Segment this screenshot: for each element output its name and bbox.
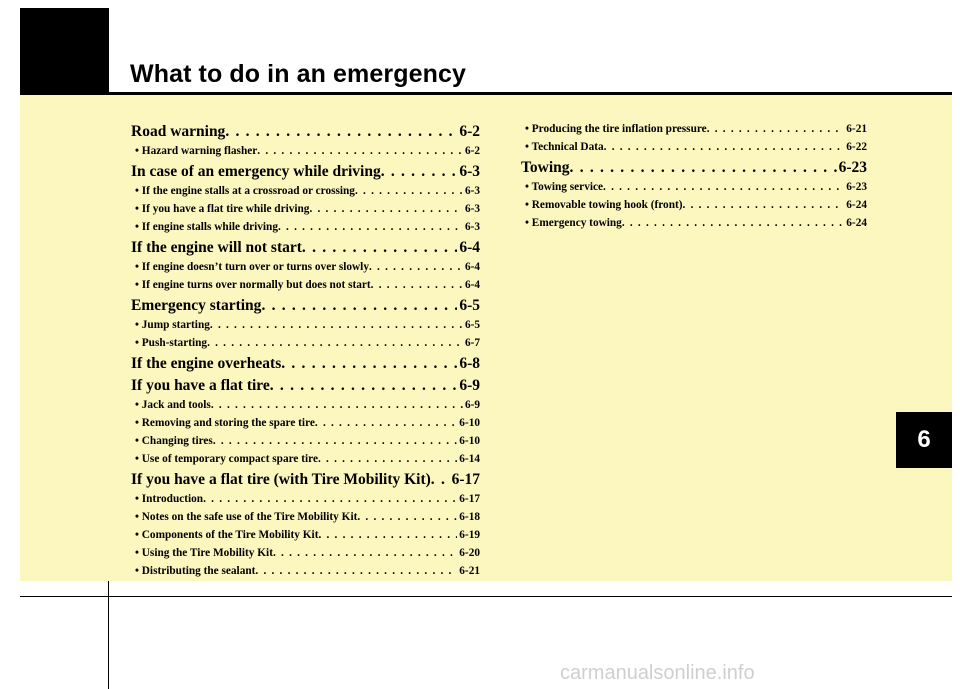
dot-leader [309, 200, 462, 218]
dot-leader [213, 432, 457, 450]
toc-subsection-entry[interactable] [521, 214, 867, 232]
toc-section-entry[interactable] [131, 376, 480, 396]
toc-entry-page: 6-8 [459, 355, 480, 372]
page-title: What to do in an emergency [130, 60, 466, 88]
toc-entry-label: If the engine overheats [131, 355, 282, 372]
toc-subsection-entry[interactable] [521, 138, 867, 156]
dot-leader [315, 414, 457, 432]
toc-entry-label: • Removable towing hook (front) [525, 199, 683, 211]
toc-entry-page: 6-24 [846, 199, 867, 211]
toc-subsection-entry[interactable] [131, 396, 480, 414]
dot-leader [683, 196, 845, 214]
toc-entry-label: Towing [521, 159, 570, 176]
dot-leader [225, 122, 457, 142]
dot-leader [261, 296, 457, 316]
toc-entry-page: 6-20 [459, 547, 480, 559]
toc-entry-label: • If engine doesn’t turn over or turns over slowly [135, 261, 369, 273]
footer-rule [20, 596, 952, 597]
toc-subsection-entry[interactable] [131, 218, 480, 236]
corner-block [20, 8, 108, 94]
toc-section-entry[interactable] [131, 296, 480, 316]
toc-entry-label: • Producing the tire inflation pressure [525, 123, 707, 135]
toc-entry-label: • Introduction [135, 493, 204, 505]
toc-subsection-entry[interactable] [521, 178, 867, 196]
dot-leader [278, 218, 463, 236]
toc-entry-label: • If engine turns over normally but does not start [135, 279, 371, 291]
toc-entry-page: 6-9 [464, 399, 480, 411]
dot-leader [369, 258, 463, 276]
toc-entry-page: 6-3 [464, 203, 480, 215]
dot-leader [357, 508, 457, 526]
toc-subsection-entry[interactable] [131, 276, 480, 294]
toc-entry-label: • Hazard warning flasher [135, 145, 258, 157]
toc-entry-label: • If the engine stalls at a crossroad or crossing [135, 185, 355, 197]
dot-leader [622, 214, 844, 232]
chapter-tab[interactable] [896, 412, 952, 468]
toc-subsection-entry[interactable] [131, 508, 480, 526]
toc-entry-page: 6-23 [838, 159, 867, 176]
toc-entry-label: • Notes on the safe use of the Tire Mobility Kit [135, 511, 358, 523]
toc-entry-page: 6-18 [459, 511, 480, 523]
toc-subsection-entry[interactable] [131, 316, 480, 334]
toc-entry-page: 6-7 [464, 337, 480, 349]
toc-entry-page: 6-3 [464, 185, 480, 197]
toc-subsection-entry[interactable] [521, 196, 867, 214]
dot-leader [273, 544, 457, 562]
toc-entry-label: • Using the Tire Mobility Kit [135, 547, 273, 559]
dot-leader [431, 470, 450, 490]
dot-leader [302, 238, 457, 258]
toc-entry-label: If the engine will not start [131, 239, 302, 256]
toc-entry-page: 6-2 [459, 123, 480, 140]
toc-entry-label: • Removing and storing the spare tire [135, 417, 315, 429]
toc-entry-label: • Jack and tools [135, 399, 211, 411]
toc-subsection-entry[interactable] [131, 334, 480, 352]
toc-entry-label: • Changing tires [135, 435, 213, 447]
toc-column-left [131, 120, 480, 580]
dot-leader [604, 138, 845, 156]
toc-entry-page: 6-23 [846, 181, 867, 193]
dot-leader [318, 450, 457, 468]
dot-leader [707, 120, 845, 138]
toc-entry-page: 6-24 [846, 217, 867, 229]
toc-subsection-entry[interactable] [131, 490, 480, 508]
toc-entry-label: • Components of the Tire Mobility Kit [135, 529, 319, 541]
toc-subsection-entry[interactable] [131, 142, 480, 160]
toc-entry-page: 6-14 [459, 453, 480, 465]
toc-entry-page: 6-3 [464, 221, 480, 233]
toc-entry-label: • Technical Data [525, 141, 604, 153]
toc-entry-page: 6-21 [459, 565, 480, 577]
toc-subsection-entry[interactable] [131, 414, 480, 432]
toc-entry-label: • Distributing the sealant [135, 565, 256, 577]
toc-entry-label: Emergency starting [131, 297, 262, 314]
toc-section-entry[interactable] [131, 162, 480, 182]
dot-leader [371, 276, 463, 294]
toc-entry-label: In case of an emergency while driving [131, 163, 381, 180]
dot-leader [270, 376, 458, 396]
toc-entry-page: 6-4 [464, 279, 480, 291]
toc-entry-label: • If engine stalls while driving [135, 221, 278, 233]
toc-subsection-entry[interactable] [131, 526, 480, 544]
dot-leader [318, 526, 457, 544]
toc-entry-page: 6-21 [846, 123, 867, 135]
toc-entry-page: 6-2 [464, 145, 480, 157]
dot-leader [207, 334, 463, 352]
toc-subsection-entry[interactable] [131, 544, 480, 562]
toc-entry-label: • Emergency towing [525, 217, 622, 229]
dot-leader [211, 396, 463, 414]
toc-entry-page: 6-5 [459, 297, 480, 314]
toc-subsection-entry[interactable] [131, 432, 480, 450]
dot-leader [381, 162, 458, 182]
dot-leader [603, 178, 844, 196]
toc-section-entry[interactable] [131, 470, 480, 490]
toc-entry-label: • Jump starting [135, 319, 210, 331]
toc-subsection-entry[interactable] [521, 120, 867, 138]
toc-subsection-entry[interactable] [131, 182, 480, 200]
toc-subsection-entry[interactable] [131, 562, 480, 580]
watermark: carmanualsonline.info [560, 662, 755, 684]
dot-leader [281, 354, 457, 374]
toc-entry-page: 6-4 [459, 239, 480, 256]
chapter-number: 6 [917, 426, 931, 453]
toc-subsection-entry[interactable] [131, 258, 480, 276]
toc-section-entry[interactable] [131, 354, 480, 374]
toc-entry-page: 6-17 [459, 493, 480, 505]
dot-leader [203, 490, 457, 508]
toc-entry-page: 6-19 [459, 529, 480, 541]
toc-entry-page: 6-10 [459, 435, 480, 447]
toc-entry-page: 6-22 [846, 141, 867, 153]
toc-section-entry[interactable] [131, 238, 480, 258]
toc-section-entry[interactable] [131, 122, 480, 142]
toc-section-entry[interactable] [521, 158, 867, 178]
toc-entry-label: If you have a flat tire [131, 377, 270, 394]
toc-subsection-entry[interactable] [131, 450, 480, 468]
toc-entry-label: • Use of temporary compact spare tire [135, 453, 318, 465]
toc-subsection-entry[interactable] [131, 200, 480, 218]
toc-entry-label: If you have a flat tire (with Tire Mobility Kit) [131, 471, 431, 488]
toc-entry-label: • Push-starting [135, 337, 208, 349]
toc-entry-page: 6-9 [459, 377, 480, 394]
dot-leader [570, 158, 837, 178]
toc-entry-page: 6-17 [451, 471, 480, 488]
dot-leader [257, 142, 463, 160]
dot-leader [355, 182, 463, 200]
header-rule [20, 92, 952, 95]
toc-entry-page: 6-5 [464, 319, 480, 331]
toc-entry-label: Road warning [131, 123, 226, 140]
toc-entry-label: • Towing service [525, 181, 604, 193]
toc-entry-label: • If you have a flat tire while driving [135, 203, 310, 215]
toc-entry-page: 6-3 [459, 163, 480, 180]
toc-entry-page: 6-10 [459, 417, 480, 429]
dot-leader [255, 562, 457, 580]
toc-entry-page: 6-4 [464, 261, 480, 273]
dot-leader [210, 316, 463, 334]
toc-column-right [521, 120, 867, 232]
